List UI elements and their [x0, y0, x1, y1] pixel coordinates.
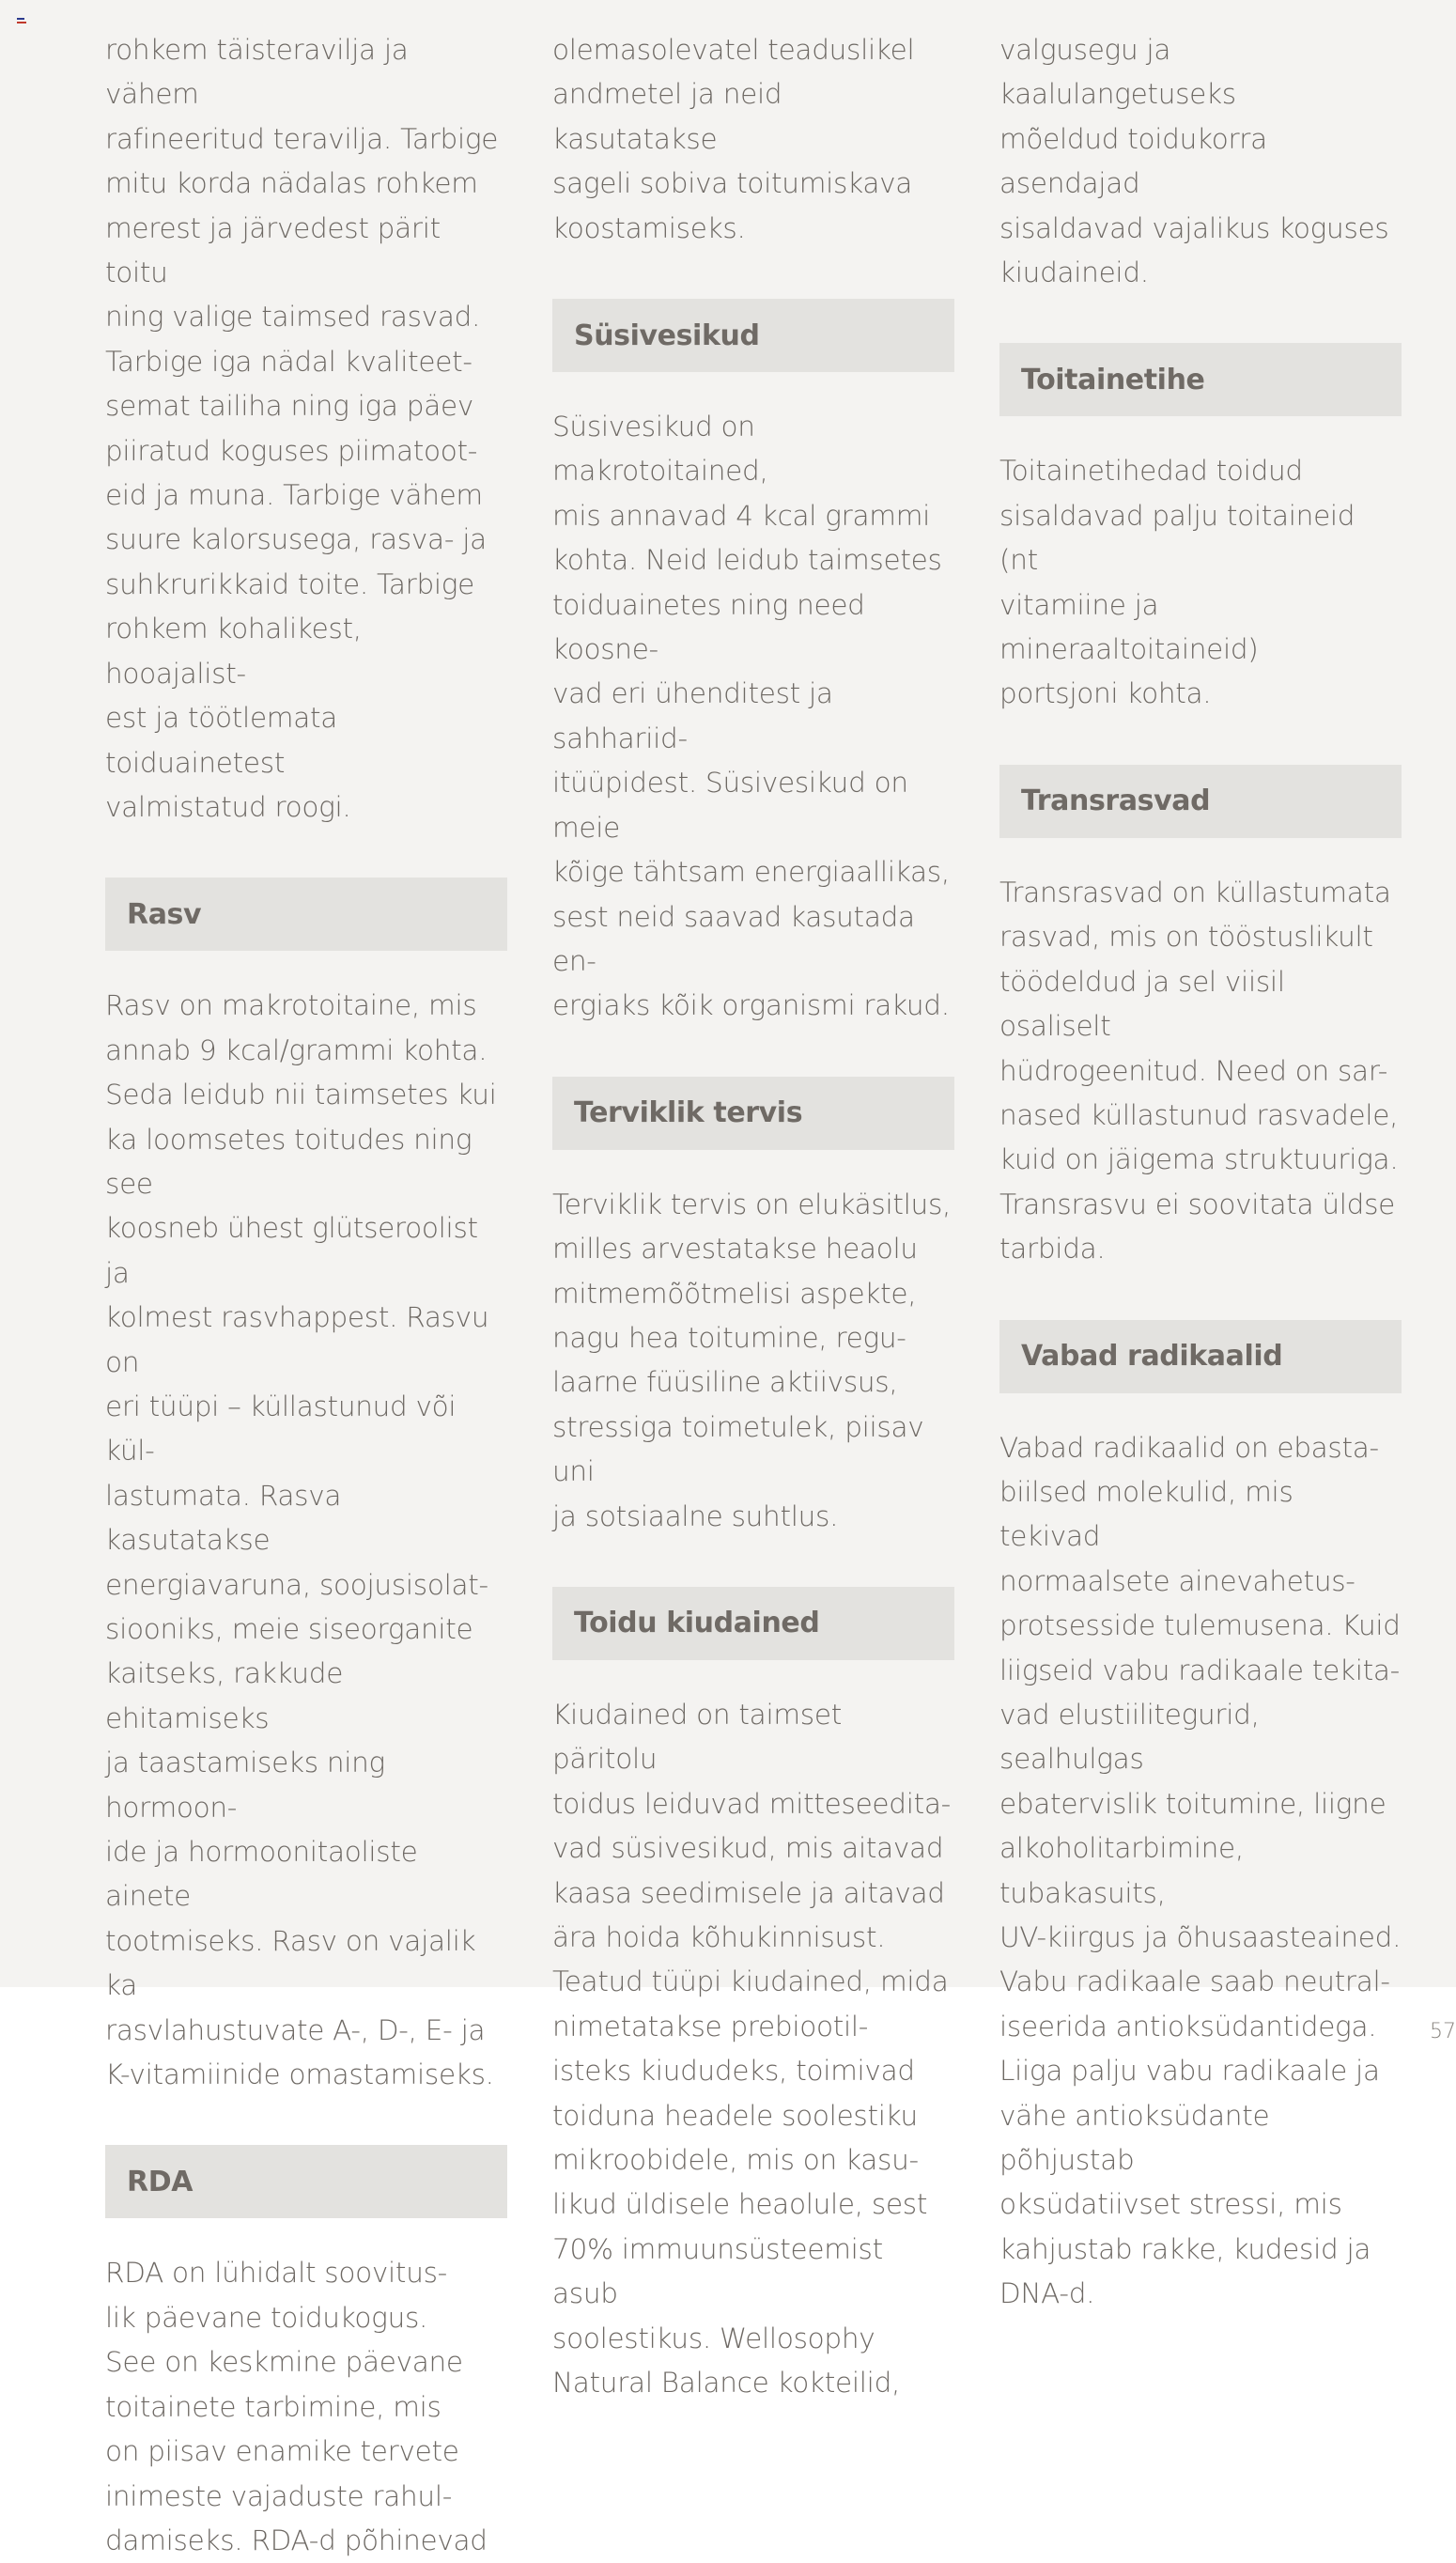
text-rda: RDA on lühidalt soovitus- lik päevane toidukogus. See on keskmine päevane toitainete tarbimine, mis on piisav enamike tervete inimeste vajaduste rahul- damiseks. RDA-d põhinevad — [105, 2257, 488, 2556]
heading-vabad-radikaalid: Vabad radikaalid — [999, 1320, 1402, 1393]
column-2 — [552, 28, 954, 2405]
heading-toidu-kiudained: Toidu kiudained — [552, 1587, 954, 1660]
text-rasv: Rasv on makrotoitaine, mis annab 9 kcal/grammi kohta. Seda leidub nii taimsetes kui ka loomsetes toitudes ning see koosneb ühest glütseroolist ja kolmest rasvhappest. Rasvu on eri tüüpi – küllastunud või kül- lastumata. Rasva kasutatakse energiavaruna, soojusisolat- siooniks, meie siseorganite kaitseks, rakkude ehitamiseks ja taastamiseks ning hormoon- ide ja hormoonitaoliste ainete tootmiseks. Rasv on vajalik ka rasvlahustuvate A-, D-, E- ja K-vitamiinide omastamiseks. — [105, 989, 497, 2091]
text-toitainetihe: Toitainetihedad toidud sisaldavad palju toitaineid (nt vitamiine ja mineraaltoitaineid) portsjoni kohta. — [999, 455, 1355, 710]
intro-text-col3: valgusegu ja kaalulangetuseks mõeldud toidukorra asendajad sisaldavad vajalikus koguses kiudaineid. — [999, 34, 1389, 289]
intro-text-col1: rohkem täisteravilja ja vähem rafineeritud teravilja. Tarbige mitu korda nädalas rohkem merest ja järvedest pärit toitu ning valige taimsed rasvad. Tarbige iga nädal kvaliteet- semat tailiha ning iga päev piiratud koguses piimatoot- eid ja muna. Tarbige vähem suure kalorsusega, rasva- ja suhkrurikkaid toite. Tarbige rohkem kohalikest, hooajalist- est ja töötlemata toiduainetest valmistatud roogi. — [105, 34, 499, 823]
heading-rda: RDA — [105, 2145, 507, 2218]
heading-terviklik-tervis: Terviklik tervis — [552, 1077, 954, 1150]
column-1 — [105, 28, 507, 2563]
heading-susivesikud: Süsivesikud — [552, 299, 954, 372]
text-vabad-radikaalid: Vabad radikaalid on ebasta- biilsed molekulid, mis tekivad normaalsete ainevahetus- protsesside tulemusena. Kuid liigseid vabu radikaale tekita- vad elustiilitegurid, sealhulgas ebatervislik toitumine, liigne alkoholitarbimine, tubakasuits, UV-kiirgus ja õhusaasteained. Vabu radikaale saab neutral- iseerida antioksüdantidega. Liiga palju vabu radikaale ja vähe antioksüdante põhjustab oksüdatiivset stressi, mis kahjustab rakke, kudesid ja DNA-d. — [999, 1431, 1402, 2310]
page-number: 57 — [1430, 2020, 1456, 2043]
corner-mark-icon — [17, 18, 26, 23]
text-transrasvad: Transrasvad on küllastumata rasvad, mis on tööstuslikult töödeldud ja sel viisil osaliselt hüdrogeenitud. Need on sar- nased küllastunud rasvadele, kuid on jäigema struktuuriga. Transrasvu ei soovitata üldse tarbida. — [999, 876, 1399, 1266]
text-toidu-kiudained: Kiudained on taimset päritolu toidus leiduvad mitteseedita- vad süsivesikud, mis aitavad kaasa seedimisele ja aitavad ära hoida kõhukinnisust. Teatud tüüpi kiudained, mida nimetatakse prebiootil- isteks kiududeks, toimivad toiduna headele soolestiku mikroobidele, mis on kasu- likud üldisele heaolule, sest 70% immuunsüsteemist asub soolestikus. Wellosophy Natural Balance kokteilid, — [552, 1698, 951, 2400]
text-terviklik-tervis: Terviklik tervis on elukäsitlus, milles arvestatakse heaolu mitmemõõtmelisi aspekte, nagu hea toitumine, regu- laarne füüsiline aktiivsus, stressiga toimetulek, piisav uni ja sotsiaalne suhtlus. — [552, 1188, 952, 1532]
heading-toitainetihe: Toitainetihe — [999, 343, 1402, 416]
heading-rasv: Rasv — [105, 878, 507, 951]
text-susivesikud: Süsivesikud on makrotoitained, mis annavad 4 kcal grammi kohta. Neid leidub taimsetes toiduainetes ning need koosne- vad eri ühenditest ja sahhariid- itüüpidest. Süsivesikud on meie kõige tähtsam energiaallikas, sest neid saavad kasutada en- ergiaks kõik organismi rakud. — [552, 411, 950, 1022]
intro-text-col2: olemasolevatel teaduslikel andmetel ja neid kasutatakse sageli sobiva toitumiskava koostamiseks. — [552, 34, 915, 244]
heading-transrasvad: Transrasvad — [999, 765, 1402, 838]
column-3 — [999, 28, 1402, 2317]
